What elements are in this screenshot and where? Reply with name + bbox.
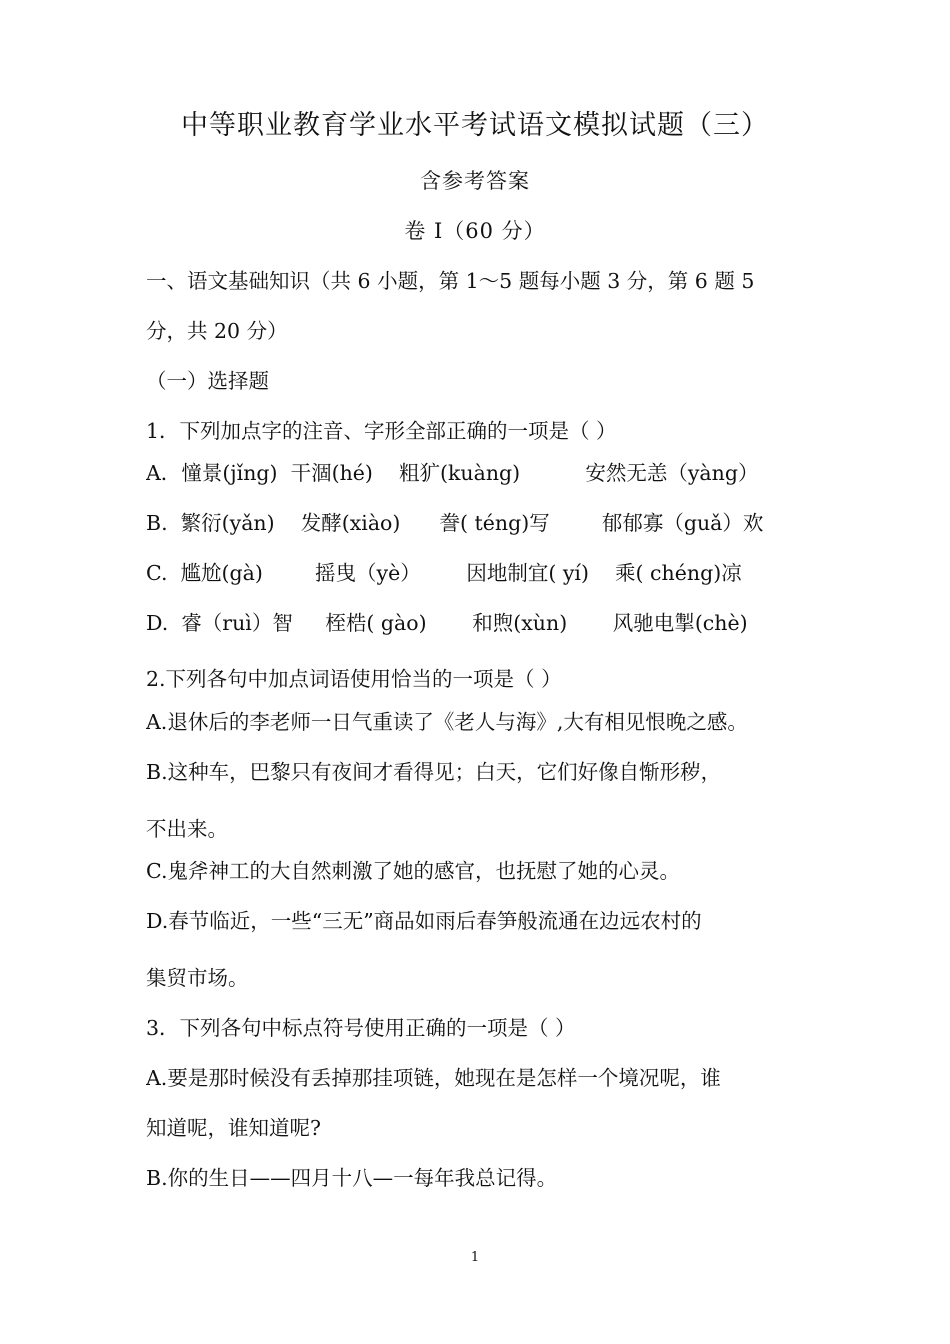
emphasis-dotted-char: 秽 [680,760,701,784]
text-segment: 般流通在边远农村的 [517,909,702,933]
section-heading-cont: 分，共 20 分） [146,319,288,343]
text-segment: (yǎn) 发 [221,511,322,535]
section-heading: 一、语文基础知识（共 6 小题，第 1～5 题每小题 3 分，第 6 题 5 [146,269,755,293]
emphasis-dotted-char: 雨 [435,909,456,933]
text-segment: B.这种车，巴黎只有夜间才看得见；白天，它们好像 [146,760,619,784]
text-segment: (gà) 摇 [221,561,336,585]
text-segment: (kuàng) 安然无 [440,461,647,485]
emphasis-dotted-char: 尬 [201,561,222,585]
emphasis-dotted-char: 工 [228,859,250,883]
paper-part-label: 卷 I（60 分） [404,219,546,243]
emphasis-dotted-char: 犷 [419,461,440,485]
emphasis-dotted-char: 惭 [639,760,660,784]
emphasis-dotted-char: 春 [476,909,497,933]
text-segment: ( chéng)凉 [635,561,742,585]
emphasis-dotted-char: 曳 [335,561,356,585]
emphasis-dotted-char: 涸 [311,461,332,485]
question-3-option-a: A.要是那时候没有丢掉那挂项链，她现在是怎样一个境况呢，谁 [146,1066,721,1090]
emphasis-dotted-char: 神 [208,859,229,883]
emphasis-dotted-char: 誊 [439,511,460,535]
emphasis-dotted-char: 掣 [674,611,695,635]
sub-section-heading: （一）选择题 [146,369,269,393]
question-2-option-d [146,907,830,935]
emphasis-dotted-char: 景 [201,461,223,485]
text-segment: （yè） 因地制 [356,561,528,585]
text-segment: (hé) 粗 [331,461,420,485]
question-2-option-d-cont: 集贸市场。 [146,966,249,990]
emphasis-dotted-char: 笋 [496,909,518,933]
text-segment: D. [146,611,182,635]
question-2-stem: 2.下列各句中加点词语使用恰当的一项是（ ） [146,667,562,691]
text-segment: (xùn) 风驰电 [513,611,675,635]
text-segment: A.退休后的李老师一日气重读了《老人与海》,大有 [146,710,605,734]
text-segment: ( téng)写 郁郁 [459,511,643,535]
question-3-stem: 3．下列各句中标点符号使用正确的一项是（ ） [146,1016,576,1040]
exam-title: 中等职业教育学业水平考试语文模拟试题（三） [181,110,769,141]
page-number: 1 [470,1250,480,1265]
emphasis-dotted-char: 睿 [181,611,202,635]
emphasis-dotted-char: 煦 [492,611,514,635]
question-2-option-c [146,857,830,885]
text-segment: B. 繁 [146,511,202,535]
question-3-option-b: B.你的生日——四月十八—一每年我总记得。 [146,1166,558,1190]
question-2-option-a [146,708,830,736]
question-1-stem: 1．下列加点字的注音、字形全部正确的一项是（ ） [146,419,617,443]
text-segment: 之感。 [686,710,748,734]
emphasis-dotted-char: 恙 [646,461,668,485]
question-2-option-b [146,758,830,786]
emphasis-dotted-char: 晚 [665,710,687,734]
emphasis-dotted-char: 酵 [321,511,342,535]
emphasis-dotted-char: 自 [618,760,640,784]
question-1-option-c [146,559,830,587]
emphasis-dotted-char: 乘 [615,561,636,585]
emphasis-dotted-char: 后 [455,909,477,933]
text-segment: （guǎ）欢 [663,511,764,535]
emphasis-dotted-char: 相 [604,710,625,734]
text-segment: C. [146,859,168,883]
exam-subtitle: 含参考答案 [420,169,530,193]
text-segment: （ruì）智 桎 [201,611,346,635]
emphasis-dotted-char: 恨 [645,710,666,734]
text-segment: （yàng） [667,461,759,485]
text-segment: (xiào) [341,511,440,535]
text-segment: ( yí) [548,561,616,585]
text-segment: 的大自然刺激了她的感官，也抚慰了她的心灵。 [249,859,680,883]
emphasis-dotted-char: 衍 [201,511,222,535]
question-3-option-a-cont: 知道呢，谁知道呢? [146,1116,321,1140]
text-segment: ( gào) 和 [366,611,493,635]
text-segment: C. 尴 [146,561,202,585]
text-segment: ， [700,760,722,784]
emphasis-dotted-char: 见 [624,710,646,734]
text-segment: (chè) [694,611,748,635]
question-1-option-b [146,509,830,537]
text-segment: D.春节临近，一些“三无”商品如 [146,909,436,933]
question-1-option-a [146,459,830,487]
emphasis-dotted-char: 宜 [527,561,549,585]
question-1-option-d [146,609,830,637]
emphasis-dotted-char: 斧 [187,859,209,883]
question-2-option-b-cont: 不出来。 [146,817,228,841]
text-segment: (jǐng) 干 [222,461,312,485]
emphasis-dotted-char: 形 [659,760,681,784]
emphasis-dotted-char: 鬼 [167,859,188,883]
emphasis-dotted-char: 梏 [345,611,367,635]
text-segment: 憧 [181,461,202,485]
text-segment: A． [146,461,182,485]
emphasis-dotted-char: 寡 [642,511,664,535]
